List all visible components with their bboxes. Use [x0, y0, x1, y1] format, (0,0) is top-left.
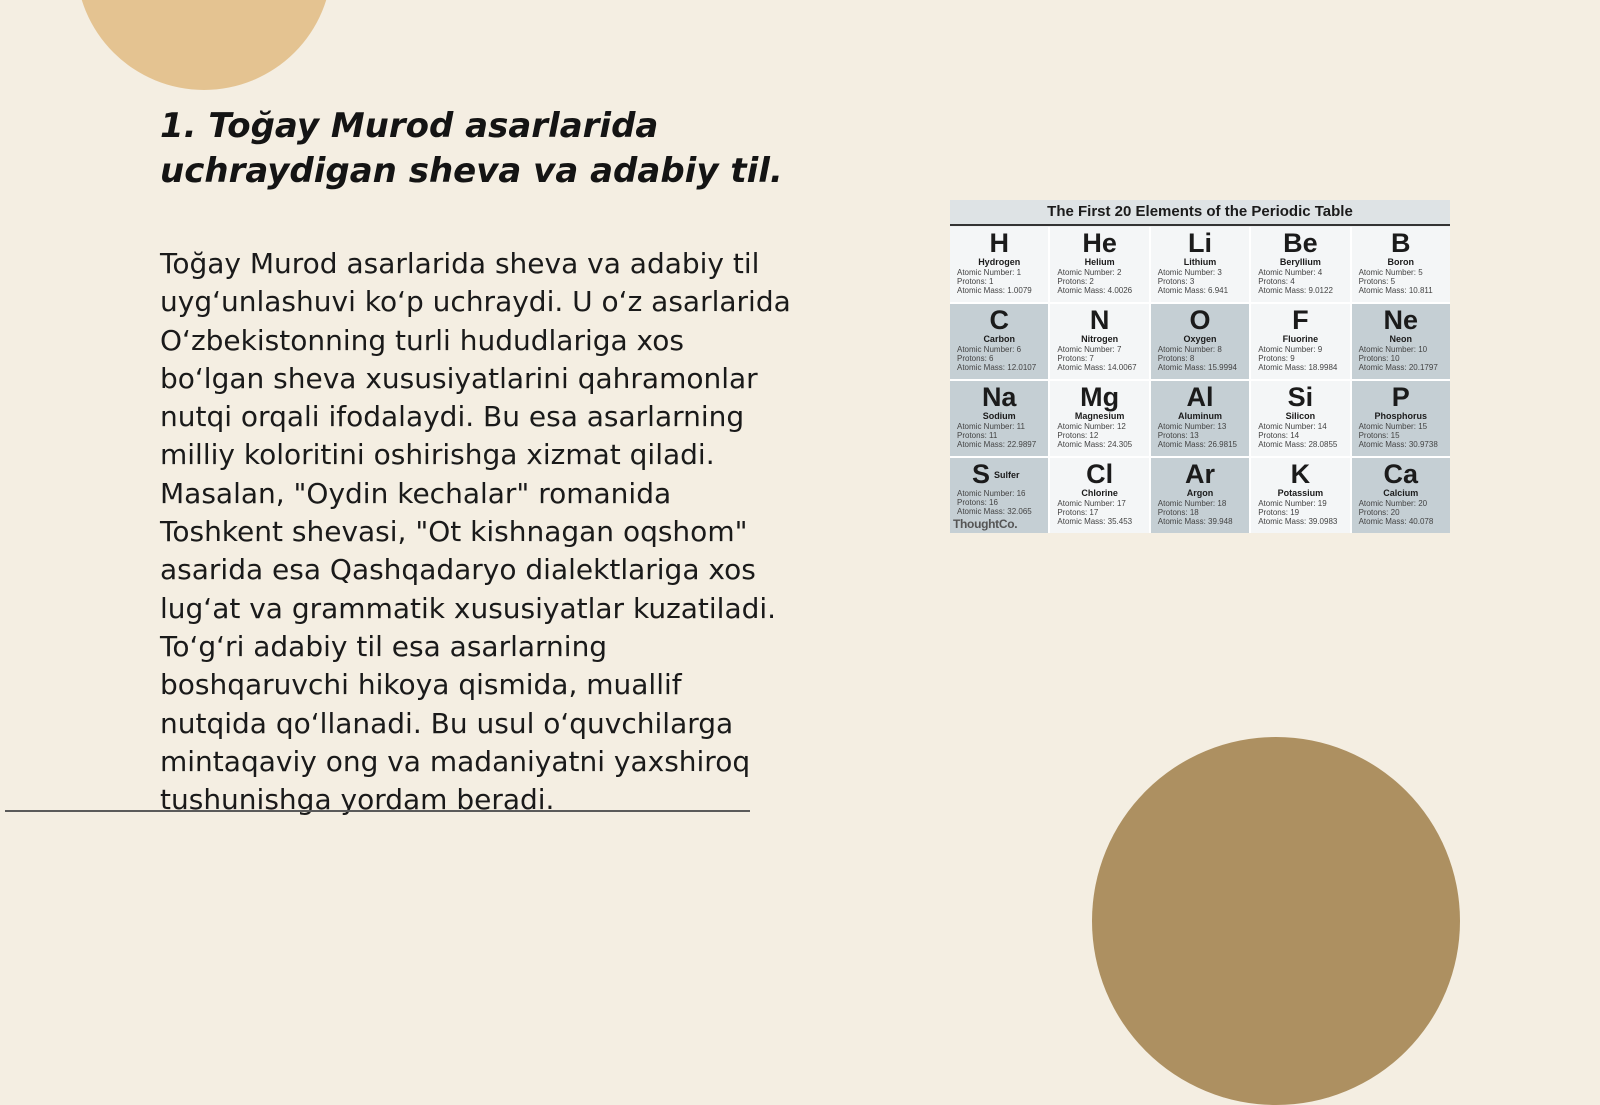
element-name: Phosphorus — [1374, 411, 1428, 421]
element-info-value: 5 — [1390, 277, 1396, 287]
element-info-value: 18 — [1189, 508, 1199, 518]
element-info-value: 39.0983 — [1308, 517, 1338, 527]
element-info-label: Atomic Number: — [1258, 268, 1316, 277]
element-info-line — [1258, 363, 1349, 372]
element-name: Silicon — [1285, 411, 1316, 421]
element-info-line — [1057, 422, 1148, 431]
element-info-label: Protons: — [957, 354, 987, 364]
element-cell — [1251, 227, 1349, 302]
element-info-label: Atomic Number: — [1157, 345, 1216, 354]
element-info-value: 20.1797 — [1408, 363, 1438, 373]
element-info-value: 20 — [1390, 508, 1400, 518]
element-info — [1151, 268, 1249, 296]
element-info-value: 18.9984 — [1308, 363, 1338, 373]
element-info-value: 12 — [1116, 422, 1126, 431]
element-info-line — [957, 286, 1048, 295]
element-info-line — [1158, 422, 1249, 431]
element-info-line — [1057, 277, 1148, 286]
periodic-table-grid — [950, 227, 1450, 533]
slide-body-text: Toğay Murod asarlarida sheva va adabiy til uyg‘unlashuvi ko‘p uchraydi. U o‘z asarlarida O‘zbekistonning turli hududlariga xos bo‘lgan sheva xususiyatlarini qahramonlar nutqi orqali ifodalaydi. Bu esa asarlarning milliy koloritini oshirishga xizmat qiladi. Masalan, "Oydin kechalar" romanida Toshkent shevasi, "Ot kishnagan oqshom" asarida esa Qashqadaryo dialektlariga xos lug‘at va grammatik xususiyatlar kuzatiladi. To‘g‘ri adabiy til esa asarlarning boshqaruvchi hikoya qismida, muallif nutqida qo‘llanadi. Bu usul o‘quvchilarga mintaqaviy ong va madaniyatni yaxshiroq tushunishga yordam beradi. — [160, 247, 791, 817]
element-info-label: Atomic Number: — [1358, 345, 1416, 354]
element-symbol: H — [989, 228, 1009, 258]
element-info-line — [957, 431, 1048, 440]
element-info-line — [1359, 440, 1450, 449]
element-cell — [1151, 304, 1249, 379]
element-info-line — [957, 363, 1048, 372]
element-info-line — [957, 354, 1048, 363]
element-info-line — [1359, 431, 1450, 440]
element-cell — [1151, 227, 1249, 302]
element-info-value: 9 — [1290, 354, 1295, 364]
element-info-label: Protons: — [1057, 431, 1088, 441]
element-info-label: Protons: — [1057, 354, 1088, 364]
element-info-label: Atomic Mass: — [957, 363, 1006, 373]
element-info-label: Protons: — [957, 498, 987, 508]
element-info-value: 14 — [1290, 431, 1300, 441]
element-info-value: 13 — [1217, 422, 1227, 431]
element-name: Potassium — [1277, 488, 1324, 498]
element-info-line — [1057, 268, 1148, 277]
element-cell — [1151, 381, 1249, 456]
element-info-label: Protons: — [1258, 277, 1288, 287]
element-info-label: Atomic Number: — [1057, 422, 1115, 431]
element-info — [1151, 499, 1249, 527]
element-info — [950, 345, 1048, 373]
element-cell — [950, 381, 1048, 456]
element-symbol: N — [1089, 305, 1110, 335]
element-info-value: 35.453 — [1107, 517, 1133, 527]
element-info-value: 2 — [1116, 268, 1122, 277]
element-info-line — [1057, 363, 1148, 372]
element-info-label: Protons: — [1157, 277, 1188, 287]
element-info-value: 10.811 — [1408, 286, 1433, 296]
element-info — [950, 268, 1048, 296]
element-info-label: Atomic Mass: — [1157, 286, 1206, 296]
element-name: Oxygen — [1183, 334, 1217, 344]
element-symbol: S — [972, 459, 991, 489]
element-info-label: Protons: — [1258, 431, 1288, 441]
element-info-value: 30.9738 — [1408, 440, 1438, 450]
element-symbol: O — [1189, 305, 1211, 335]
element-cell — [950, 304, 1048, 379]
element-cell — [1251, 458, 1349, 533]
element-info-value: 1.0079 — [1007, 286, 1032, 296]
element-name: Chlorine — [1081, 488, 1118, 498]
element-name: Beryllium — [1279, 257, 1321, 267]
element-info-label: Atomic Mass: — [1157, 440, 1206, 450]
element-info-line — [957, 440, 1048, 449]
element-symbol: Ne — [1383, 305, 1419, 335]
element-info-line — [1258, 286, 1349, 295]
element-info-label: Atomic Number: — [1157, 499, 1216, 508]
element-symbol: Ar — [1184, 459, 1215, 489]
element-info-line — [1258, 517, 1349, 526]
element-info-line — [1158, 440, 1249, 449]
element-symbol: Al — [1186, 382, 1214, 412]
element-info-value: 14 — [1317, 422, 1327, 431]
element-info-value: 10 — [1390, 354, 1400, 364]
element-info-line — [1258, 268, 1349, 277]
element-info-label: Atomic Number: — [1057, 268, 1115, 277]
element-name: Argon — [1186, 488, 1214, 498]
element-name: Nitrogen — [1081, 334, 1119, 344]
element-info — [1251, 499, 1349, 527]
element-info-line — [1057, 286, 1148, 295]
element-info-label: Atomic Mass: — [1057, 363, 1106, 373]
element-info — [1251, 345, 1349, 373]
element-info-label: Atomic Number: — [1358, 422, 1416, 431]
element-info-value: 8 — [1217, 345, 1222, 354]
element-cell — [1050, 381, 1148, 456]
element-info-value: 6.941 — [1208, 286, 1229, 296]
element-info-line — [957, 422, 1048, 431]
element-info-label: Protons: — [1258, 508, 1288, 518]
element-info-value: 7 — [1116, 345, 1122, 354]
element-symbol: He — [1082, 228, 1117, 258]
element-info-value: 40.078 — [1408, 517, 1434, 527]
element-info-line — [1359, 345, 1450, 354]
element-name: Aluminum — [1177, 411, 1222, 421]
element-info-line — [957, 507, 1048, 516]
element-info-line — [1258, 354, 1349, 363]
element-info-value: 4 — [1317, 268, 1323, 277]
element-info-value: 11 — [1016, 422, 1025, 431]
element-info-label: Atomic Mass: — [1358, 363, 1407, 373]
element-info — [950, 422, 1048, 450]
element-info-line — [1359, 354, 1450, 363]
element-info-value: 17 — [1116, 499, 1126, 508]
element-info-line — [957, 345, 1048, 354]
element-info — [1151, 422, 1249, 450]
element-symbol: C — [989, 305, 1009, 335]
element-info — [1151, 345, 1249, 373]
element-info — [1352, 499, 1450, 527]
element-cell — [1251, 304, 1349, 379]
element-info-line — [1158, 345, 1249, 354]
slide-title: 1. Toğay Murod asarlarida uchraydigan sheva va adabiy til. — [160, 106, 783, 191]
element-cell — [1352, 458, 1450, 533]
element-info-line — [1258, 345, 1349, 354]
element-symbol: Li — [1187, 228, 1212, 258]
element-cell — [1050, 227, 1148, 302]
element-symbol: Cl — [1086, 459, 1114, 489]
element-info-label: Atomic Mass: — [1157, 363, 1206, 373]
periodic-table-title: The First 20 Elements of the Periodic Table — [950, 200, 1450, 226]
element-info-label: Atomic Number: — [1358, 499, 1416, 508]
divider-line — [5, 810, 750, 812]
element-info-line — [1359, 499, 1450, 508]
element-info-label: Atomic Number: — [1057, 345, 1115, 354]
element-info-label: Atomic Mass: — [1258, 440, 1307, 450]
element-info-label: Atomic Number: — [957, 422, 1015, 431]
element-info-line — [1359, 268, 1450, 277]
element-name: Sodium — [982, 411, 1016, 421]
element-cell — [1050, 304, 1148, 379]
element-symbol: Si — [1287, 382, 1314, 412]
element-info-value: 16 — [1016, 489, 1026, 498]
element-info — [1050, 268, 1148, 296]
element-cell — [1352, 227, 1450, 302]
element-info-label: Atomic Number: — [957, 345, 1015, 354]
element-info — [1050, 345, 1148, 373]
element-cell — [1251, 381, 1349, 456]
element-info-line — [1057, 517, 1148, 526]
element-name: Calcium — [1383, 488, 1419, 498]
element-info-label: Protons: — [1358, 508, 1389, 518]
element-info-value: 12 — [1089, 431, 1099, 441]
element-info-line — [957, 268, 1048, 277]
element-cell — [1050, 458, 1148, 533]
element-info-line — [1057, 499, 1148, 508]
element-info-label: Atomic Number: — [1157, 422, 1216, 431]
element-info-line — [1057, 440, 1148, 449]
element-info-value: 3 — [1189, 277, 1195, 287]
element-info-label: Atomic Number: — [1358, 268, 1416, 277]
element-name: Lithium — [1183, 257, 1217, 267]
element-info-value: 19 — [1290, 508, 1300, 518]
element-info-line — [957, 498, 1048, 507]
element-info-label: Atomic Mass: — [1258, 517, 1307, 527]
element-info-line — [1258, 431, 1349, 440]
element-info-label: Atomic Mass: — [1358, 440, 1407, 450]
element-info-label: Atomic Mass: — [1057, 440, 1106, 450]
element-info-line — [1158, 363, 1249, 372]
element-info — [1352, 422, 1450, 450]
element-info-value: 1 — [1016, 268, 1022, 277]
element-info-value: 2 — [1089, 277, 1094, 287]
element-info-value: 3 — [1217, 268, 1222, 277]
element-name: Helium — [1084, 257, 1115, 267]
element-info-value: 19 — [1317, 499, 1327, 508]
element-cell — [1352, 304, 1450, 379]
element-symbol: Be — [1283, 228, 1318, 258]
element-info-value: 1 — [989, 277, 994, 287]
element-info-line — [1158, 286, 1249, 295]
element-info-label: Atomic Number: — [957, 268, 1015, 277]
element-info-line — [1258, 422, 1349, 431]
element-symbol: Ca — [1383, 459, 1419, 489]
decorative-circle-bottom — [1092, 737, 1460, 1105]
element-info-value: 7 — [1089, 354, 1094, 364]
element-info-value: 13 — [1189, 431, 1199, 441]
element-info-value: 22.9897 — [1007, 440, 1037, 450]
element-info-label: Atomic Number: — [1057, 499, 1115, 508]
element-info-label: Atomic Mass: — [1057, 286, 1106, 296]
element-info-value: 4 — [1290, 277, 1295, 287]
element-info — [1251, 268, 1349, 296]
element-cell — [1352, 381, 1450, 456]
element-info-label: Atomic Mass: — [1157, 517, 1206, 527]
element-name: Hydrogen — [978, 257, 1021, 267]
element-info-line — [1158, 517, 1249, 526]
element-info-line — [1359, 363, 1450, 372]
element-info-line — [1359, 517, 1450, 526]
brand-logo: ThoughtCo. — [953, 517, 1018, 531]
element-info-label: Protons: — [957, 277, 987, 287]
element-info-line — [1359, 508, 1450, 517]
element-info-label: Atomic Mass: — [1258, 286, 1307, 296]
element-info — [1251, 422, 1349, 450]
element-info-line — [957, 489, 1048, 498]
element-symbol: Mg — [1080, 382, 1120, 412]
element-info-label: Protons: — [1358, 277, 1389, 287]
element-info-value: 39.948 — [1208, 517, 1233, 527]
element-info-line — [1258, 277, 1349, 286]
element-info — [1352, 345, 1450, 373]
decorative-circle-top — [76, 0, 332, 90]
element-info-label: Protons: — [1157, 508, 1188, 518]
element-info-label: Atomic Mass: — [1358, 286, 1407, 296]
element-info-line — [1158, 277, 1249, 286]
element-info-line — [1158, 508, 1249, 517]
element-symbol: F — [1292, 305, 1309, 335]
element-info-label: Protons: — [1157, 354, 1188, 364]
element-info-value: 12.0107 — [1007, 363, 1037, 373]
element-name: Magnesium — [1074, 411, 1125, 421]
element-info-label: Atomic Number: — [1157, 268, 1216, 277]
element-info-value: 4.0026 — [1107, 286, 1133, 296]
element-symbol: Na — [981, 382, 1017, 412]
element-info-value: 11 — [989, 431, 998, 441]
element-info — [950, 489, 1048, 517]
element-info-value: 5 — [1418, 268, 1423, 277]
element-name: Sulfer — [994, 470, 1020, 480]
element-info-label: Atomic Mass: — [957, 286, 1006, 296]
element-info-label: Atomic Number: — [957, 489, 1015, 498]
element-symbol: K — [1290, 459, 1311, 489]
element-info-value: 28.0855 — [1308, 440, 1338, 450]
element-symbol: P — [1391, 382, 1410, 412]
element-info-line — [1359, 422, 1450, 431]
element-info-value: 8 — [1189, 354, 1195, 364]
element-info-label: Atomic Mass: — [1057, 517, 1106, 527]
element-info-value: 10 — [1418, 345, 1428, 354]
element-info-line — [1057, 345, 1148, 354]
element-info-label: Protons: — [1057, 508, 1088, 518]
element-info-value: 20 — [1418, 499, 1428, 508]
element-info-line — [1158, 499, 1249, 508]
element-info-label: Protons: — [957, 431, 987, 441]
element-name: Neon — [1389, 334, 1413, 344]
element-info-value: 9.0122 — [1308, 286, 1333, 296]
periodic-table-image — [950, 200, 1450, 533]
element-info-value: 6 — [1016, 345, 1022, 354]
element-info-label: Protons: — [1157, 431, 1188, 441]
element-info — [1050, 499, 1148, 527]
element-info-value: 32.065 — [1007, 507, 1032, 517]
element-info-label: Atomic Mass: — [957, 507, 1006, 517]
element-cell — [950, 227, 1048, 302]
element-info-label: Protons: — [1258, 354, 1288, 364]
element-info-value: 17 — [1089, 508, 1099, 518]
element-info-label: Atomic Number: — [1258, 345, 1316, 354]
element-cell — [1151, 458, 1249, 533]
element-info-value: 15.9994 — [1208, 363, 1237, 373]
element-info-label: Protons: — [1358, 431, 1389, 441]
element-info-label: Atomic Mass: — [1358, 517, 1407, 527]
element-name: Boron — [1387, 257, 1415, 267]
element-info-label: Atomic Number: — [1258, 422, 1316, 431]
element-info-label: Atomic Mass: — [1258, 363, 1307, 373]
element-info-value: 26.9815 — [1208, 440, 1237, 450]
element-info-line — [1359, 277, 1450, 286]
element-info-label: Atomic Mass: — [957, 440, 1006, 450]
element-info-line — [1057, 431, 1148, 440]
element-info — [1352, 268, 1450, 296]
element-info-value: 14.0067 — [1107, 363, 1137, 373]
element-info-value: 6 — [989, 354, 994, 364]
element-info-label: Protons: — [1358, 354, 1389, 364]
element-info-value: 18 — [1217, 499, 1227, 508]
element-info-line — [957, 277, 1048, 286]
element-info-line — [1258, 499, 1349, 508]
element-info-line — [1158, 354, 1249, 363]
element-info-label: Atomic Number: — [1258, 499, 1316, 508]
element-info-line — [1258, 440, 1349, 449]
element-info-value: 9 — [1317, 345, 1323, 354]
element-info-line — [1057, 508, 1148, 517]
element-info-label: Protons: — [1057, 277, 1088, 287]
element-info-value: 16 — [989, 498, 998, 508]
element-info-value: 15 — [1418, 422, 1428, 431]
element-info — [1050, 422, 1148, 450]
element-info-line — [1258, 508, 1349, 517]
element-info-line — [1158, 431, 1249, 440]
element-symbol: B — [1391, 228, 1411, 258]
element-info-value: 15 — [1390, 431, 1400, 441]
element-info-line — [1158, 268, 1249, 277]
element-info-line — [1359, 286, 1450, 295]
element-info-value: 24.305 — [1107, 440, 1133, 450]
element-name: Carbon — [983, 334, 1015, 344]
element-info-line — [1057, 354, 1148, 363]
element-name: Fluorine — [1282, 334, 1319, 344]
